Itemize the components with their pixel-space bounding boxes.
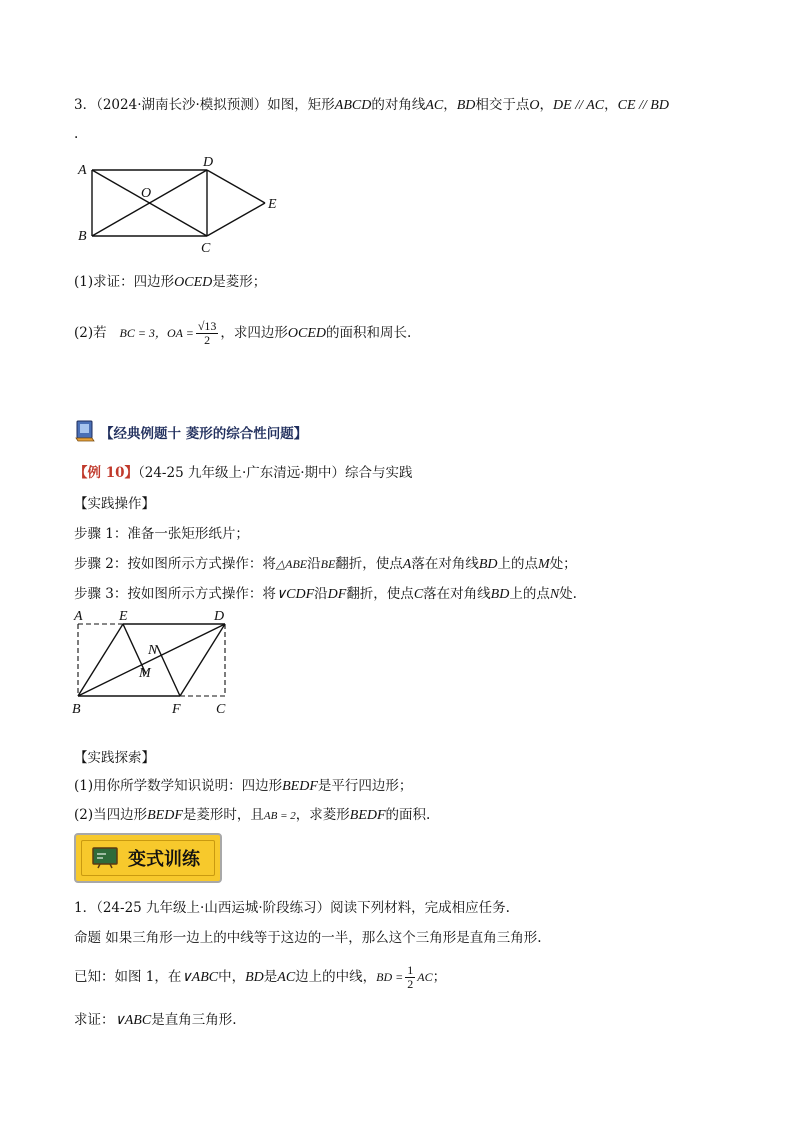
step-3: 步骤 3：按如图所示方式操作：将∨CDF沿DF翻折，使点C落在对角线BD上的点N处. (74, 586, 577, 602)
step-1: 步骤 1：准备一张矩形纸片； (74, 526, 249, 542)
section-title: 【经典例题十 菱形的综合性问题】 (100, 426, 308, 442)
variant-training-badge (74, 833, 222, 883)
q3-statement: 3．（2024·湖南长沙·模拟预测）如图，矩形ABCD的对角线AC，BD相交于点O，DE // AC，CE // BD (74, 97, 669, 113)
book-icon (74, 419, 96, 443)
ex10-label-m: M (139, 666, 151, 681)
q3-part2: (2)若 BC = 3，OA = $\frac{√13}{2}$ ，求四边形OCED的面积和周长. (74, 319, 412, 347)
v1-prove: 求证：∨ABC是直角三角形. (74, 1012, 237, 1028)
q3-label-a: A (78, 163, 87, 178)
q3-label-e: E (268, 197, 277, 212)
ex10-label-b: B (72, 702, 81, 717)
explore-heading: 【实践探索】 (74, 750, 155, 766)
blackboard-icon (92, 847, 118, 869)
q3-label-c: C (201, 241, 211, 256)
practice-op-heading: 【实践操作】 (74, 496, 155, 512)
q3-oa-fraction: $\frac{√13}{2}$ (197, 319, 217, 347)
q3-label-o: O (141, 186, 152, 201)
ex10-label-d: D (214, 609, 225, 624)
ex10-part2: (2)当四边形BEDF是菱形时，且AB = 2，求菱形BEDF的面积. (74, 807, 431, 823)
v1-proposition: 命题 如果三角形一边上的中线等于这边的一半，那么这个三角形是直角三角形. (74, 930, 542, 946)
v1-half-fraction: $\frac{1}{2}$ (407, 963, 414, 991)
q3-part1: (1)求证：四边形OCED是菱形； (74, 274, 267, 290)
ex10-figure (68, 604, 248, 719)
step-2: 步骤 2：按如图所示方式操作：将△ABE沿BE翻折，使点A落在对角线BD上的点M处； (74, 556, 577, 572)
ex10-header: 【例 10】（24-25 九年级上·广东清远·期中）综合与实践 (74, 465, 413, 481)
ex10-label-a: A (74, 609, 83, 624)
q3-trailing-dot: . (74, 126, 79, 142)
v1-known: 已知：如图 1，在∨ABC中，BD是AC边上的中线，BD = $\frac{1}{2}$ AC； (74, 963, 447, 991)
q3-label-d: D (203, 155, 214, 170)
ex10-part1: (1)用你所学数学知识说明：四边形BEDF是平行四边形； (74, 778, 413, 794)
q3-label-b: B (78, 229, 87, 244)
ex10-label-n: N (148, 643, 158, 658)
ex10-label-f: F (172, 702, 181, 717)
v1-header: 1．（24-25 九年级上·山西运城·阶段练习）阅读下列材料，完成相应任务. (74, 900, 510, 916)
ex10-label-e: E (119, 609, 128, 624)
q3-figure (70, 148, 290, 258)
ex10-label-c: C (216, 702, 226, 717)
badge-label: 变式训练 (128, 849, 200, 870)
